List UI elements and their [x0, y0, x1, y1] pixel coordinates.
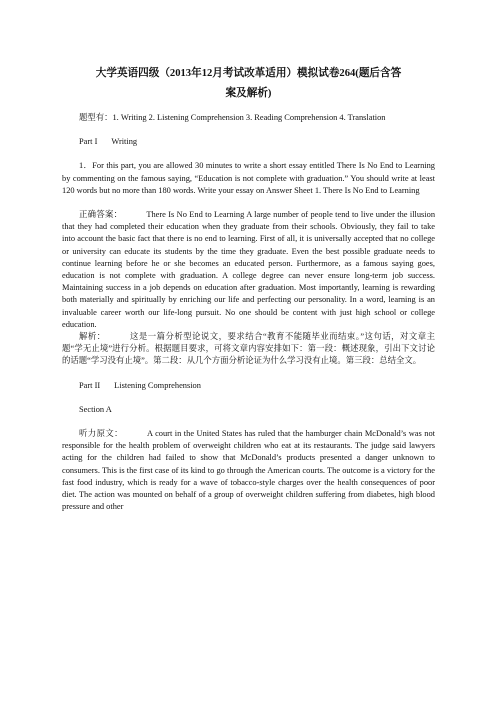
analysis-paragraph — [62, 331, 435, 368]
answer-text: There Is No End to Learning A large number of people tend to live under the illusion that they had completed their education when they graduate from their schools. Obviously, they fail to take into account the basic fact that there is no end to learning. First of all, it is universally accepted that no college or university can educate its students by the time they graduate. Even the best possible graduate needs to continue learning before he or she becomes an educated person. Furthermore, as a famous saying goes, education is not complete with graduation. A college degree can never ensure long-term job success. Maintaining success in a job depends on education after graduation. Most importantly, learning is rewarding both materially and spiritually by enriching our life and perfecting our personality. In a word, learning is an invaluable career worth our life-long pursuit. No one should be content with just high school or college education. — [62, 210, 436, 329]
transcript-text: A court in the United States has ruled that the hamburger chain McDonald’s was not responsible for the health problem of overweight children who eat at its restaurants. The judge said lawyers acting for the children had failed to show that McDonald’s products presented a danger unknown to consumers. This is the first case of its kind to go through the American courts. The outcome is a victory for the fast food industry, which is ready for a wave of tobacco-style charges over the health consequences of poor diet. The action was mounted on behalf of a group of overweight children suffering from diabetes, high blood pressure and other — [62, 429, 435, 512]
answer-label: 正确答案： — [79, 210, 123, 220]
transcript-label: 听力原文： — [79, 429, 123, 439]
question-1: 1．For this part, you are allowed 30 minutes to write a short essay entitled There Is No End to Learning by commenting on the famous saying, “Education is not complete with graduation.” You should write at least 120 words but no more than 180 words. Write your essay on Answer Sheet 1. There Is No End to Learning — [62, 161, 435, 195]
answer-paragraph — [62, 209, 435, 331]
section-a-heading: Section A — [79, 404, 112, 414]
title-line-1: 大学英语四级（2013年12月考试改革适用）模拟试卷264(题后含答 — [95, 68, 402, 79]
document-page — [62, 64, 435, 513]
part2-name: Listening Comprehension — [114, 380, 201, 390]
question-types: 题型有：1. Writing 2. Listening Comprehension 3. Reading Comprehension 4. Translation — [79, 113, 386, 122]
analysis-text: 这是一篇分析型论说文，要求结合“教育不能随毕业而结束。”这句话，对文章主题“学无止境”进行分析。根据题目要求，可将文章内容安排如下：第一段：概述现象，引出下文讨论的话题“学习没有止境”。第二段：从几个方面分析论证为什么学习没有止境。第三段：总结全文。 — [62, 332, 435, 366]
analysis-label: 解析： — [79, 332, 106, 342]
part1-label: Part I — [79, 137, 98, 147]
part2-label: Part II — [79, 380, 101, 390]
document-title — [62, 64, 435, 104]
title-line-2: 案及解析) — [225, 88, 272, 99]
part1-heading — [62, 136, 435, 148]
part1-name: Writing — [111, 137, 138, 147]
part2-heading — [62, 380, 435, 392]
transcript-paragraph — [62, 428, 435, 513]
